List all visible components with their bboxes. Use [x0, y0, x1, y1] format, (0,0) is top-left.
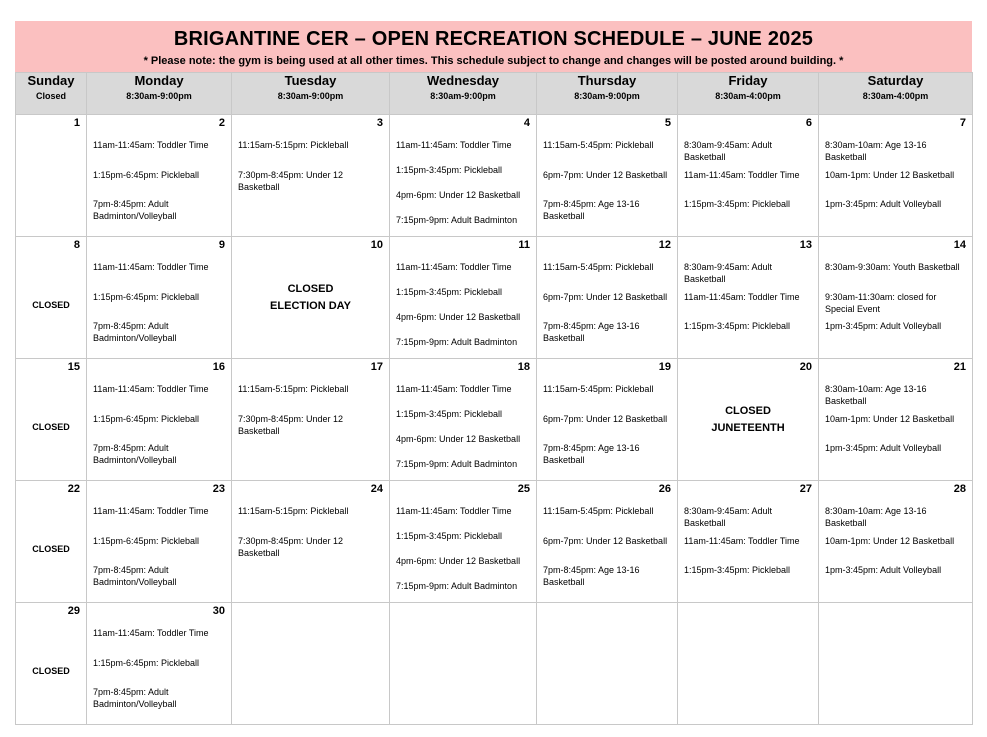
- schedule-event: 10am-1pm: Under 12 Basketball: [825, 170, 955, 180]
- day-number: 4: [523, 117, 530, 129]
- schedule-event: 1:15pm-6:45pm: Pickleball: [93, 292, 200, 302]
- day-number: 2: [218, 117, 225, 129]
- day-cell: [87, 481, 232, 603]
- day-cell: [87, 115, 232, 237]
- schedule-event: 10am-1pm: Under 12 Basketball: [825, 414, 955, 424]
- schedule-event: 7pm-8:45pm: Age 13-16 Basketball: [543, 199, 640, 221]
- schedule-event: 8:30am-10am: Age 13-16 Basketball: [825, 506, 927, 528]
- day-cell: [16, 481, 87, 603]
- day-cell: [390, 481, 537, 603]
- schedule-event: 7pm-8:45pm: Adult Badminton/Volleyball: [93, 687, 177, 709]
- calendar-week-row: [16, 359, 973, 481]
- day-cell: [390, 115, 537, 237]
- schedule-event: 11:15am-5:15pm: Pickleball: [238, 140, 349, 150]
- schedule-event: 6pm-7pm: Under 12 Basketball: [543, 170, 668, 180]
- schedule-event: 7:30pm-8:45pm: Under 12 Basketball: [238, 170, 344, 192]
- day-number: 18: [517, 361, 530, 373]
- schedule-event: 11:15am-5:45pm: Pickleball: [543, 506, 654, 516]
- closure-reason: JUNETEENTH: [711, 422, 785, 434]
- schedule-event: 7:15pm-9pm: Adult Badminton: [396, 215, 518, 225]
- day-number: 19: [658, 361, 671, 373]
- schedule-event: 11am-11:45am: Toddler Time: [396, 384, 512, 394]
- weekday-wednesday: [390, 73, 537, 115]
- schedule-event: 6pm-7pm: Under 12 Basketball: [543, 292, 668, 302]
- day-cell: [819, 359, 973, 481]
- day-number: 10: [370, 239, 383, 251]
- schedule-event: 1:15pm-6:45pm: Pickleball: [93, 170, 200, 180]
- weekday-hours: 8:30am-4:00pm: [862, 91, 929, 101]
- day-number: 8: [73, 239, 80, 251]
- weekday-name: Sunday: [27, 73, 75, 88]
- schedule-event: 7:30pm-8:45pm: Under 12 Basketball: [238, 414, 344, 436]
- weekday-name: Friday: [728, 73, 768, 88]
- day-number: 25: [517, 483, 530, 495]
- day-number: 15: [67, 361, 80, 373]
- weekday-tuesday: [232, 73, 390, 115]
- schedule-event: 11am-11:45am: Toddler Time: [93, 384, 209, 394]
- day-number: 23: [212, 483, 225, 495]
- schedule-event: 11am-11:45am: Toddler Time: [396, 262, 512, 272]
- day-number: 9: [218, 239, 225, 251]
- schedule-event: 11am-11:45am: Toddler Time: [93, 262, 209, 272]
- schedule-event: 1:15pm-3:45pm: Pickleball: [684, 321, 791, 331]
- day-number: 28: [953, 483, 966, 495]
- day-cell: [537, 237, 678, 359]
- page-title: BRIGANTINE CER – OPEN RECREATION SCHEDULE – JUNE 2025: [173, 28, 814, 50]
- weekday-friday: [678, 73, 819, 115]
- schedule-event: 1:15pm-6:45pm: Pickleball: [93, 414, 200, 424]
- day-number: 24: [370, 483, 383, 495]
- weekday-sunday: [16, 73, 87, 115]
- schedule-event: 11am-11:45am: Toddler Time: [93, 140, 209, 150]
- empty-day-cell: [232, 603, 390, 725]
- day-cell: [390, 359, 537, 481]
- schedule-event: 11:15am-5:15pm: Pickleball: [238, 384, 349, 394]
- weekday-hours: 8:30am-9:00pm: [277, 91, 344, 101]
- schedule-event: 7pm-8:45pm: Age 13-16 Basketball: [543, 565, 640, 587]
- day-cell: [678, 115, 819, 237]
- calendar-week-row: [16, 115, 973, 237]
- empty-day-cell: [390, 603, 537, 725]
- day-cell: [16, 359, 87, 481]
- schedule-event: 1:15pm-3:45pm: Pickleball: [684, 565, 791, 575]
- day-cell: [678, 359, 819, 481]
- schedule-event: 9:30am-11:30am: closed for Special Event: [825, 292, 937, 314]
- day-cell: [819, 115, 973, 237]
- schedule-event: 7pm-8:45pm: Age 13-16 Basketball: [543, 321, 640, 343]
- day-cell: [87, 603, 232, 725]
- closure-notice: [678, 403, 818, 437]
- day-number: 21: [953, 361, 966, 373]
- schedule-event: 8:30am-9:45am: Adult Basketball: [684, 140, 773, 162]
- schedule-event: 11:15am-5:45pm: Pickleball: [543, 140, 654, 150]
- day-cell: [87, 359, 232, 481]
- day-cell: [232, 237, 390, 359]
- schedule-event: 1:15pm-3:45pm: Pickleball: [396, 531, 503, 541]
- schedule-event: 11am-11:45am: Toddler Time: [396, 140, 512, 150]
- day-cell: [537, 115, 678, 237]
- day-cell: [819, 481, 973, 603]
- day-number: 14: [953, 239, 966, 251]
- schedule-event: 1pm-3:45pm: Adult Volleyball: [825, 443, 942, 453]
- schedule-event: 11am-11:45am: Toddler Time: [684, 292, 800, 302]
- closure-notice: [232, 281, 389, 315]
- empty-day-cell: [819, 603, 973, 725]
- weekday-hours: 8:30am-9:00pm: [574, 91, 640, 101]
- weekday-hours: Closed: [35, 91, 66, 101]
- weekday-saturday: [819, 73, 973, 115]
- weekday-name: Monday: [134, 73, 184, 88]
- weekday-name: Tuesday: [284, 73, 337, 88]
- day-number: 6: [805, 117, 812, 129]
- closed-label: CLOSED: [725, 405, 771, 417]
- closed-label: CLOSED: [32, 666, 70, 676]
- schedule-event: 11:15am-5:45pm: Pickleball: [543, 384, 654, 394]
- day-number: 5: [664, 117, 671, 129]
- day-number: 20: [799, 361, 812, 373]
- weekday-header-row: [16, 73, 973, 115]
- day-number: 27: [799, 483, 812, 495]
- day-number: 1: [73, 117, 80, 129]
- schedule-event: 11am-11:45am: Toddler Time: [93, 628, 209, 638]
- schedule-event: 7pm-8:45pm: Age 13-16 Basketball: [543, 443, 640, 465]
- schedule-event: 11:15am-5:15pm: Pickleball: [238, 506, 349, 516]
- empty-day-cell: [678, 603, 819, 725]
- schedule-event: 7:15pm-9pm: Adult Badminton: [396, 337, 518, 347]
- closed-label: CLOSED: [287, 283, 334, 295]
- calendar-week-row: [16, 481, 973, 603]
- schedule-event: 1:15pm-3:45pm: Pickleball: [396, 287, 503, 297]
- weekday-hours: 8:30am-9:00pm: [430, 91, 496, 101]
- calendar-week-row: [16, 603, 973, 725]
- schedule-event: 10am-1pm: Under 12 Basketball: [825, 536, 955, 546]
- day-cell: [678, 481, 819, 603]
- closed-label: CLOSED: [32, 544, 70, 554]
- schedule-event: 7pm-8:45pm: Adult Badminton/Volleyball: [93, 565, 177, 587]
- weekday-name: Thursday: [577, 73, 637, 88]
- schedule-event: 1:15pm-6:45pm: Pickleball: [93, 536, 200, 546]
- day-number: 30: [212, 605, 225, 617]
- schedule-event: 1pm-3:45pm: Adult Volleyball: [825, 321, 942, 331]
- calendar-grid: [15, 72, 973, 725]
- day-cell: [537, 359, 678, 481]
- schedule-event: 7:30pm-8:45pm: Under 12 Basketball: [238, 536, 344, 558]
- day-number: 22: [67, 483, 80, 495]
- schedule-event: 7pm-8:45pm: Adult Badminton/Volleyball: [93, 443, 177, 465]
- day-cell: [232, 359, 390, 481]
- calendar-header: [15, 21, 972, 72]
- schedule-event: 8:30am-9:45am: Adult Basketball: [684, 506, 773, 528]
- day-cell: [390, 237, 537, 359]
- schedule-event: 7:15pm-9pm: Adult Badminton: [396, 459, 518, 469]
- schedule-event: 11am-11:45am: Toddler Time: [684, 170, 800, 180]
- day-cell: [16, 603, 87, 725]
- day-cell: [819, 237, 973, 359]
- schedule-event: 8:30am-10am: Age 13-16 Basketball: [825, 384, 927, 406]
- day-number: 7: [959, 117, 966, 129]
- weekday-thursday: [537, 73, 678, 115]
- weekday-monday: [87, 73, 232, 115]
- day-number: 26: [658, 483, 671, 495]
- schedule-event: 8:30am-10am: Age 13-16 Basketball: [825, 140, 927, 162]
- day-cell: [678, 237, 819, 359]
- schedule-event: 6pm-7pm: Under 12 Basketball: [543, 536, 668, 546]
- schedule-event: 4pm-6pm: Under 12 Basketball: [396, 434, 521, 444]
- day-cell: [232, 115, 390, 237]
- schedule-event: 7pm-8:45pm: Adult Badminton/Volleyball: [93, 321, 177, 343]
- schedule-event: 8:30am-9:45am: Adult Basketball: [684, 262, 773, 284]
- day-number: 12: [658, 239, 671, 251]
- day-number: 17: [370, 361, 383, 373]
- day-cell: [16, 237, 87, 359]
- day-number: 3: [376, 117, 383, 129]
- day-number: 11: [518, 239, 530, 251]
- schedule-calendar: [15, 21, 972, 725]
- closed-label: CLOSED: [32, 300, 70, 310]
- schedule-note: * Please note: the gym is being used at all other times. This schedule subject to change and changes will be posted around building. *: [143, 55, 844, 67]
- empty-day-cell: [537, 603, 678, 725]
- schedule-event: 1:15pm-6:45pm: Pickleball: [93, 658, 200, 668]
- weekday-name: Saturday: [867, 73, 924, 88]
- day-cell: [16, 115, 87, 237]
- schedule-event: 6pm-7pm: Under 12 Basketball: [543, 414, 668, 424]
- schedule-event: 4pm-6pm: Under 12 Basketball: [396, 190, 521, 200]
- schedule-event: 11am-11:45am: Toddler Time: [93, 506, 209, 516]
- calendar-weeks: [16, 115, 973, 725]
- schedule-event: 1:15pm-3:45pm: Pickleball: [684, 199, 791, 209]
- day-number: 16: [212, 361, 225, 373]
- closed-label: CLOSED: [32, 422, 70, 432]
- day-cell: [537, 481, 678, 603]
- closure-reason: ELECTION DAY: [270, 300, 351, 312]
- schedule-event: 1:15pm-3:45pm: Pickleball: [396, 165, 503, 175]
- day-cell: [232, 481, 390, 603]
- weekday-hours: 8:30am-9:00pm: [126, 91, 192, 101]
- weekday-hours: 8:30am-4:00pm: [715, 91, 781, 101]
- schedule-event: 1:15pm-3:45pm: Pickleball: [396, 409, 503, 419]
- day-number: 13: [799, 239, 812, 251]
- day-cell: [87, 237, 232, 359]
- schedule-event: 7:15pm-9pm: Adult Badminton: [396, 581, 518, 591]
- schedule-event: 1pm-3:45pm: Adult Volleyball: [825, 565, 942, 575]
- schedule-event: 11am-11:45am: Toddler Time: [396, 506, 512, 516]
- weekday-name: Wednesday: [426, 73, 499, 88]
- schedule-event: 4pm-6pm: Under 12 Basketball: [396, 312, 521, 322]
- schedule-event: 4pm-6pm: Under 12 Basketball: [396, 556, 521, 566]
- schedule-event: 11am-11:45am: Toddler Time: [684, 536, 800, 546]
- schedule-event: 1pm-3:45pm: Adult Volleyball: [825, 199, 942, 209]
- schedule-event: 8:30am-9:30am: Youth Basketball: [825, 262, 960, 272]
- day-number: 29: [67, 605, 80, 617]
- calendar-week-row: [16, 237, 973, 359]
- schedule-event: 11:15am-5:45pm: Pickleball: [543, 262, 654, 272]
- schedule-event: 7pm-8:45pm: Adult Badminton/Volleyball: [93, 199, 177, 221]
